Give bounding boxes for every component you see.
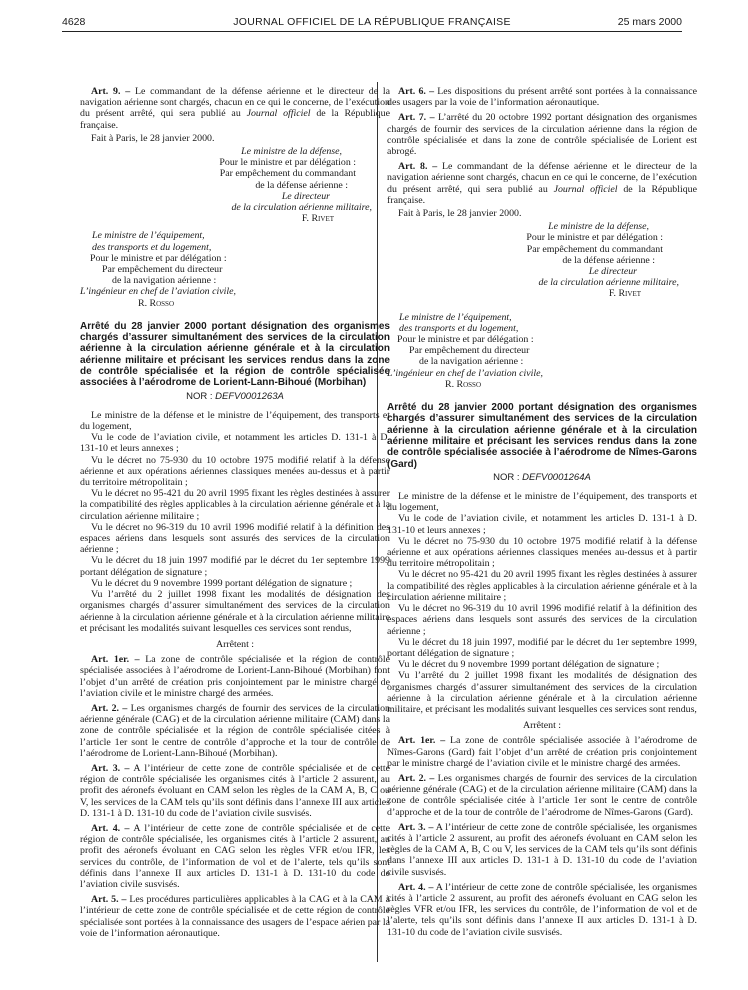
nor-reference <box>80 391 390 402</box>
article-7 <box>387 112 697 157</box>
signature-line: Pour le ministre et par délégation : <box>90 252 227 264</box>
article-text: La zone de contrôle spécialisée et la région de contrôle spécialisée associées à l’aérodrome de Lorient-Lann-Bihoué (Morbihan) font l’objet d’un arrêté de création pris conjointement par le ministre chargé de l’aviation civile et le ministre chargé des armées. <box>80 654 390 699</box>
signature-line: de la circulation aérienne militaire, <box>538 277 679 289</box>
article-text: A l’intérieur de cette zone de contrôle spécialisée et de cette région de contrôle spécialisée les organismes cités à l’article 2 assurent, au profit des aéronefs évoluant en CAM selon les règles de la CAM A, B, C ou V, les services de la CAM tels qu’ils sont définis dans l’annexe III aux articles D. 131-1 à D. 131-10 du code de l’aviation civile susvisés. <box>80 762 390 819</box>
article-text: L’arrêté du 20 octobre 1992 portant désignation des organismes chargés de fournir des services de la circulation aérienne dans la région de contrôle spécialisée et dans la zone de contrôle spécialisée de Lorient est abrogé. <box>387 112 697 158</box>
visa: Vu le décret no 96-319 du 10 avril 1996 modifié relatif à la définition des espaces aériens dans lesquels sont assurés des services de la circulation aérienne ; <box>387 603 697 637</box>
article-text: Les organismes chargés de fournir des services de la circulation aérienne générale (CAG) et de la circulation aérienne militaire (CAM) dans la zone de contrôle spécialisée et la région de contrôle spécialisée citées à l’article 1er sont le centre de contrôle d’approche et la tour de contrôle de l’aérodrome de Lorient-Lann-Bihoué (Morbihan). <box>80 702 390 759</box>
visa: Vu le décret no 95-421 du 20 avril 1995 fixant les règles destinées à assurer la compatibilité des règles applicables à la circulation aérienne générale et à la circulation aérienne militaire ; <box>80 488 390 522</box>
signature-equipement <box>387 312 697 390</box>
article-text: A l’intérieur de cette zone de contrôle spécialisée, les organismes cités à l’article 2 assurent, au profit des aéronefs évoluant en CAG selon les règles VFR et/ou IFR, les services du contrôle, de l’information de vol et de l’alerte, tels qu’ils sont définis dans l’annexe II aux articles D. 131-1 à D. 131-10 du code de l’aviation civile susvisés. <box>387 881 697 938</box>
signature-line: Le ministre de l’équipement, <box>399 311 512 323</box>
article-1 <box>80 654 390 699</box>
article-label: Art. 1er. – <box>91 654 140 666</box>
right-column <box>387 86 697 938</box>
article-label: Art. 4. – <box>91 822 130 834</box>
header-rule <box>62 31 682 32</box>
visa: Vu le décret du 9 novembre 1999 portant délégation de signature ; <box>398 659 660 671</box>
signature-line: Par empêchement du directeur <box>102 264 223 276</box>
signature-equipement <box>80 230 390 308</box>
arretent: Arrêtent : <box>215 638 255 650</box>
article-label: Art. 1er. – <box>398 735 446 747</box>
fait-a-paris: Fait à Paris, le 28 janvier 2000. <box>91 132 215 144</box>
nor-code: DEFV0001263A <box>215 390 284 402</box>
visa: Vu le décret du 9 novembre 1999 portant délégation de signature ; <box>91 577 353 589</box>
signature-line: de la navigation aérienne : <box>112 275 217 287</box>
article-text: de la République française. <box>387 183 697 206</box>
signature-line: de la circulation aérienne militaire, <box>231 202 372 214</box>
issue-date: 25 mars 2000 <box>617 16 682 28</box>
signature-line: des transports et du logement, <box>399 322 519 334</box>
page-header <box>62 10 682 30</box>
article-3 <box>80 763 390 819</box>
nor-reference <box>387 472 697 483</box>
article-text: A l’intérieur de cette zone de contrôle spécialisée et de cette région de contrôle spécialisée, les organismes cités à l’article 2 assurent, au profit des aéronefs évoluant en CAG selon les règles VFR et/ou IFR, les services du contrôle, de l’information de vol et de l’alerte, tels qu’ils sont définis dans l’annexe II aux articles D. 131-1 à D. 131-10 du code de l’aviation civile susvisés. <box>80 822 390 890</box>
page-number: 4628 <box>62 16 86 28</box>
article-2 <box>80 703 390 759</box>
article-text: Les dispositions du présent arrêté sont portées à la connaissance des usagers par la voie de l’information aéronautique. <box>387 86 697 109</box>
article-label: Art. 6. – <box>398 86 435 97</box>
visa: Vu le décret no 75-930 du 10 octobre 1975 modifié relatif à la défense aérienne et aux opérations aériennes classiques menées au-dessus et à partir du territoire métropolitain ; <box>387 535 697 570</box>
article-label: Art. 9. – <box>91 86 131 97</box>
article-1 <box>387 735 697 769</box>
signature-line: L’ingénieur en chef de l’aviation civile, <box>80 286 236 298</box>
signature-line: L’ingénieur en chef de l’aviation civile, <box>387 367 543 379</box>
left-column <box>80 86 390 939</box>
visa: Vu le code de l’aviation civile, et notamment les articles D. 131-1 à D. 131-10 et leurs annexes ; <box>80 432 390 455</box>
article-label: Art. 2. – <box>398 772 435 784</box>
signature-defense <box>80 146 390 224</box>
article-text: de la République française. <box>80 108 390 131</box>
signature-line: Le ministre de la défense, <box>548 221 649 233</box>
article-3 <box>387 822 697 878</box>
signature-line: de la navigation aérienne : <box>419 356 524 368</box>
signature-line: Le directeur <box>588 266 637 278</box>
article-6 <box>387 86 697 108</box>
article-label: Art. 3. – <box>398 821 434 833</box>
signature-line: Par empêchement du directeur <box>409 345 530 357</box>
visa: Vu l’arrêté du 2 juillet 1998 fixant les modalités de désignation des organismes chargés d’assurer simultanément des services de la circulation aérienne à la circulation aérienne générale et à la circulation aérienne militaire et précisant les modalités suivant lesquelles ces services sont rendus, <box>80 589 390 634</box>
article-2 <box>387 773 697 818</box>
article-9 <box>80 86 390 131</box>
article-4 <box>387 882 697 938</box>
visa: Vu le décret du 18 juin 1997 modifié par le décret du 1er septembre 1999 portant délégation de signature ; <box>80 555 390 578</box>
visa: Vu le décret no 96-319 du 10 avril 1996 modifié relatif à la définition des espaces aériens dans lesquels sont assurés des services de la circulation aérienne ; <box>80 521 390 556</box>
fait-a-paris: Fait à Paris, le 28 janvier 2000. <box>398 208 522 220</box>
article-label: Art. 2. – <box>91 702 128 714</box>
visa: Vu le décret no 75-930 du 10 octobre 1975 modifié relatif à la défense aérienne et aux opérations aériennes classiques menées au-dessus et à partir du territoire métropolitain ; <box>80 454 390 489</box>
visa: Vu l’arrêté du 2 juillet 1998 fixant les modalités de désignation des organismes chargés d’assurer simultanément des services de la circulation aérienne à la circulation aérienne générale et à la circulation aérienne militaire, et précisant les modalités suivant lesquelles ces services sont rendus, <box>387 670 697 715</box>
signatory-name: R. Rosso <box>138 297 175 309</box>
article-label: Art. 3. – <box>91 762 130 774</box>
preamble: Le ministre de la défense et le ministre de l’équipement, des transports et du logement, <box>80 409 390 433</box>
article-text: Le commandant de la défense aérienne et le directeur de la navigation aérienne sont chargés, chacun en ce qui le concerne, de l’exécution du présent arrêté, qui sera publié au <box>80 86 391 120</box>
signatory-name: R. Rosso <box>445 378 482 390</box>
signature-line: de la défense aérienne : <box>562 254 655 266</box>
decree-title: Arrêté du 28 janvier 2000 portant désignation des organismes chargés d’assurer simultanément des services de la circulation aérienne à la circulation aérienne générale et à la circulation aérienne militaire et précisant les services rendus dans la zone de contrôle spécialisée et la région de contrôle spécialisée associées à l’aérodrome de Lorient-Lann-Bihoué (Morbihan) <box>80 320 390 389</box>
signature-line: Pour le ministre et par délégation : <box>219 157 356 169</box>
signature-line: Par empêchement du commandant <box>526 243 663 255</box>
article-text: La zone de contrôle spécialisée associée à l’aérodrome de Nîmes-Garons (Gard) fait l’objet d’un arrêté de création pris conjointement par le ministre chargé de l’aviation civile et le ministre chargé des armées. <box>387 735 697 769</box>
article-text: Le commandant de la défense aérienne et le directeur de la navigation aérienne sont chargés, chacun en ce qui le concerne, de l’exécution du présent arrêté, qui sera publié au <box>387 161 698 195</box>
signature-line: Le ministre de la défense, <box>241 146 342 158</box>
signature-line: de la défense aérienne : <box>255 179 348 191</box>
signature-line: Le directeur <box>281 190 330 202</box>
signature-line: Le ministre de l’équipement, <box>92 230 205 242</box>
article-text: Les procédures particulières applicables à la CAG et à la CAM à l’intérieur de cette zone de contrôle spécialisée et de cette région de contrôle spécialisée sont portées à la connaissance des usagers de l’espace aérien par la voie de l’information aéronautique. <box>80 894 390 939</box>
journal-officiel-ref: Journal officiel <box>553 183 618 195</box>
article-label: Art. 7. – <box>398 112 435 124</box>
signature-line: Pour le ministre et par délégation : <box>526 232 663 244</box>
nor-label: NOR : <box>186 390 216 402</box>
visa: Vu le code de l’aviation civile, et notamment les articles D. 131-1 à D. 131-10 et leurs annexes ; <box>387 513 697 536</box>
article-4 <box>80 823 390 890</box>
journal-title: JOURNAL OFFICIEL DE LA RÉPUBLIQUE FRANÇAISE <box>233 16 511 28</box>
visa: Vu le décret du 18 juin 1997, modifié par le décret du 1er septembre 1999, portant délégation de signature ; <box>387 636 697 659</box>
signature-line: des transports et du logement, <box>92 241 212 253</box>
nor-label: NOR : <box>493 471 523 483</box>
preamble: Le ministre de la défense et le ministre de l’équipement, des transports et du logement, <box>387 491 697 514</box>
signatory-name: F. Rivet <box>608 288 641 300</box>
nor-code: DEFV0001264A <box>522 471 591 483</box>
signature-defense <box>387 221 697 299</box>
article-text: A l’intérieur de cette zone de contrôle spécialisée, les organismes cités à l’article 2 assurent, au profit des aéronefs évoluant en CAM selon les règles de la CAM A, B, C ou V, les services de la CAM tels qu’ils sont définis dans l’annexe III aux articles D. 131-1 à D. 131-10 du code de l’aviation civile susvisés. <box>387 821 697 878</box>
signatory-name: F. Rivet <box>301 213 334 225</box>
article-text: Les organismes chargés de fournir des services de la circulation aérienne générale (CAG) et de la circulation aérienne militaire (CAM) dans la zone de contrôle spécialisée citée à l’article 1er sont le centre de contrôle d’approche et de la tour de contrôle de l’aérodrome de Nîmes-Garons (Gard). <box>387 772 697 818</box>
article-label: Art. 4. – <box>398 881 434 893</box>
article-label: Art. 5. – <box>91 894 127 906</box>
article-5 <box>80 894 390 939</box>
arretent: Arrêtent : <box>522 720 562 732</box>
article-8 <box>387 161 697 206</box>
journal-officiel-ref: Journal officiel <box>246 108 311 120</box>
article-label: Art. 8. – <box>398 161 438 173</box>
signature-line: Par empêchement du commandant <box>219 168 356 180</box>
decree-title: Arrêté du 28 janvier 2000 portant désignation des organismes chargés d’assurer simultanément des services de la circulation aérienne à la circulation aérienne générale et à la circulation aérienne militaire et précisant les services rendus dans la zone de contrôle spécialisée associée à l’aérodrome de Nîmes-Garons (Gard) <box>387 402 697 470</box>
visa: Vu le décret no 95-421 du 20 avril 1995 fixant les règles destinées à assurer la compatibilité des règles applicables à la circulation aérienne générale et à la circulation aérienne militaire ; <box>387 569 697 603</box>
signature-line: Pour le ministre et par délégation : <box>397 334 534 346</box>
